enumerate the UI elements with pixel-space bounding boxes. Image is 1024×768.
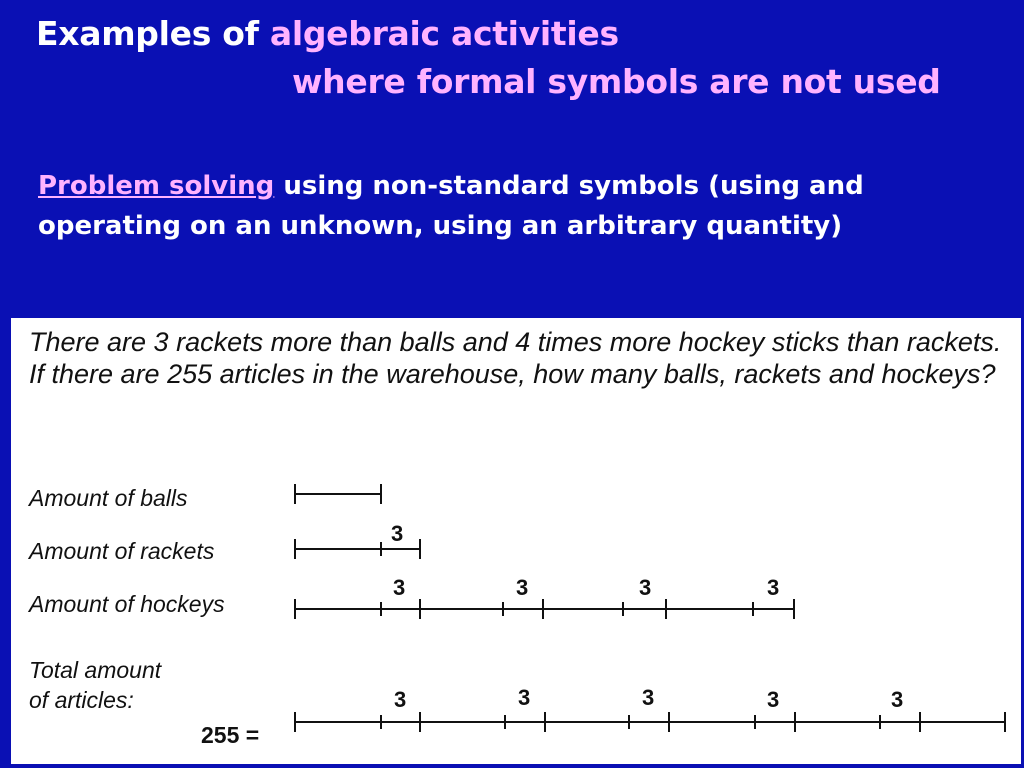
hockeys-segment-label: 3: [393, 575, 406, 600]
rackets-segment-label: 3: [391, 521, 404, 546]
slide-title-line-2: where formal symbols are not used: [292, 62, 941, 101]
rackets-label: Amount of rackets: [29, 538, 215, 564]
total-segment-label: 3: [642, 685, 655, 710]
hockeys-segment-label: 3: [516, 575, 529, 600]
subtitle: [38, 166, 978, 246]
hockeys-segment-label: 3: [767, 575, 780, 600]
problem-solving-link[interactable]: Problem solving: [38, 171, 275, 201]
total-segment-label: 3: [767, 687, 780, 712]
total-value: 255 =: [201, 722, 260, 748]
subtitle-rest: using non-standard symbols (using and operating on an unknown, using an arbitrary quantity): [38, 171, 864, 241]
hockeys-label: Amount of hockeys: [29, 591, 225, 617]
total-segment-label: 3: [518, 685, 531, 710]
slide-title-line-1: [36, 14, 619, 53]
total-segment-label: 3: [394, 687, 407, 712]
balls-label: Amount of balls: [29, 485, 188, 511]
problem-panel: [11, 318, 1021, 764]
bar-model-diagram: [11, 318, 1021, 764]
total-segment-label: 3: [891, 687, 904, 712]
title-prefix: Examples of: [36, 14, 270, 53]
title-accent: algebraic activities: [269, 14, 619, 53]
total-label-line-2: of articles:: [29, 687, 134, 713]
problem-statement: There are 3 rackets more than balls and 4 times more hockey sticks than rackets. If there are 255 articles in the warehouse, how many balls, rackets and hockeys?: [29, 327, 1002, 389]
hockeys-segment-label: 3: [639, 575, 652, 600]
total-label-line-1: Total amount: [29, 657, 162, 683]
